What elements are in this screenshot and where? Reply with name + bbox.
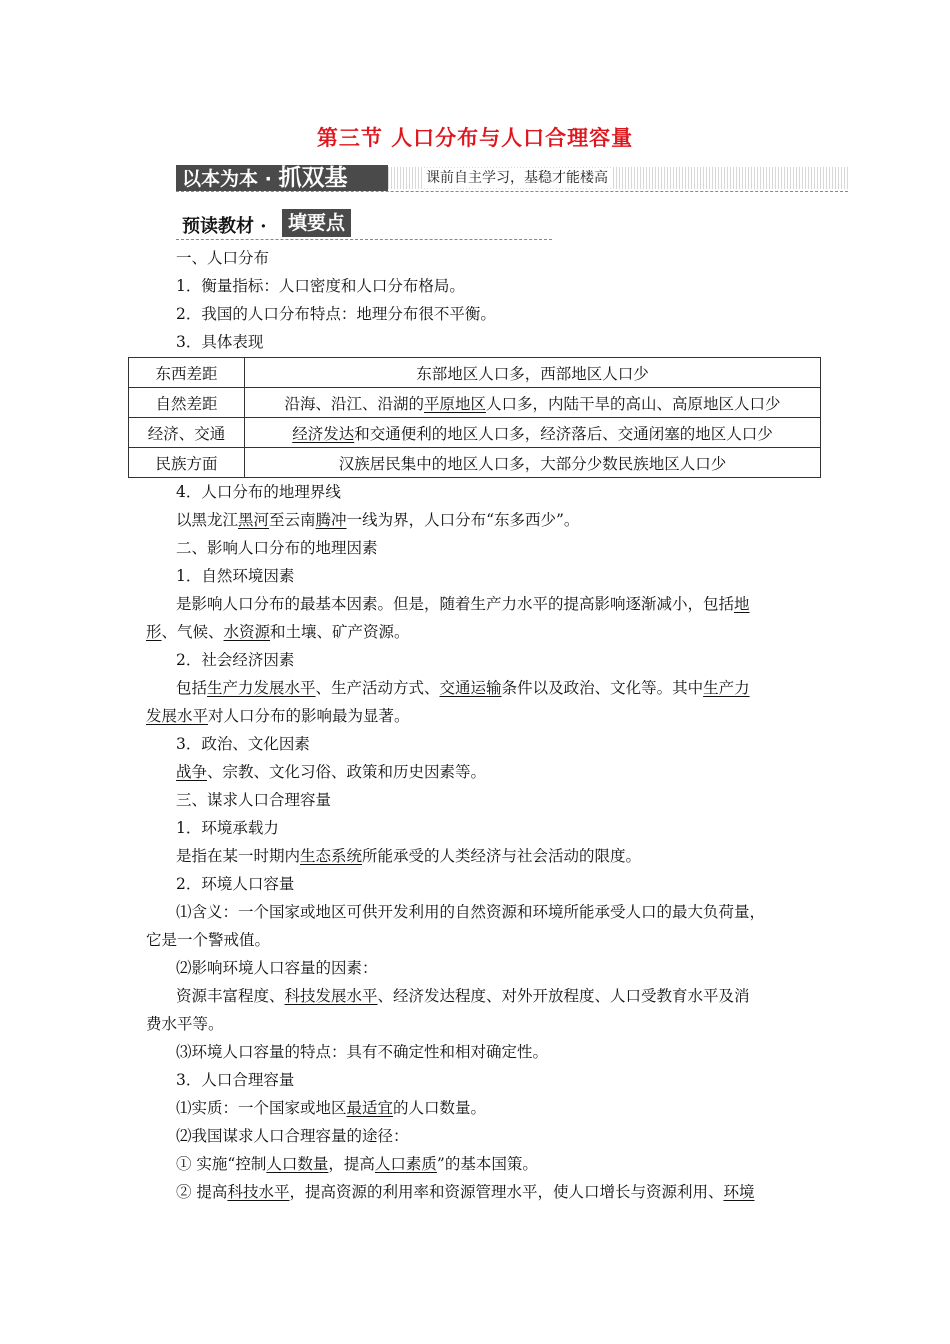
paragraph: 2．环境人口容量 <box>176 875 295 893</box>
underlined-answer: 科技发展水平 <box>284 987 378 1005</box>
underlined-answer: 黑河 <box>238 511 270 529</box>
paragraph: ① 实施“控制人口数量，提高人口素质”的基本国策。 <box>176 1155 538 1173</box>
distribution-table <box>128 357 821 478</box>
paragraph: 1．自然环境因素 <box>176 567 295 585</box>
paragraph: 它是一个警戒值。 <box>146 931 271 949</box>
table-row <box>129 448 821 478</box>
paragraph: 2．我国的人口分布特点：地理分布很不平衡。 <box>176 305 496 323</box>
table-cell-key: 经济、交通 <box>129 418 245 448</box>
table-cell-key: 自然差距 <box>129 388 245 418</box>
paragraph: 资源丰富程度、科技发展水平、经济发达程度、对外开放程度、人口受教育水平及消 <box>176 987 750 1005</box>
underlined-answer: 科技水平 <box>227 1183 290 1201</box>
table-row <box>129 418 821 448</box>
paragraph: ⑵我国谋求人口合理容量的途径： <box>176 1127 409 1145</box>
section-heading: 三、谋求人口合理容量 <box>176 791 332 809</box>
underlined-answer: 交通运输 <box>439 679 502 697</box>
section-heading: 二、影响人口分布的地理因素 <box>176 539 378 557</box>
paragraph: 3．政治、文化因素 <box>176 735 310 753</box>
page-title: 第三节 人口分布与人口合理容量 <box>316 126 634 150</box>
underlined-answer: 经济发达 <box>292 424 355 443</box>
underlined-answer: 水资源 <box>223 623 271 641</box>
underlined-answer: 平原地区 <box>423 394 486 413</box>
table-cell-value <box>245 448 821 478</box>
table-cell-key: 民族方面 <box>129 448 245 478</box>
underlined-answer: 生产力发展水平 <box>207 679 316 697</box>
underlined-answer: 战争 <box>176 763 208 781</box>
paragraph: 形、气候、水资源和土壤、矿产资源。 <box>146 623 410 641</box>
section-heading: 一、人口分布 <box>176 249 270 267</box>
table-row <box>129 388 821 418</box>
paragraph: 以黑龙江黑河至云南腾冲一线为界，人口分布“东多西少”。 <box>176 511 580 529</box>
underlined-answer: 地 <box>734 595 750 613</box>
underlined-answer: 最适宜 <box>346 1099 394 1117</box>
underlined-answer: 生态系统 <box>300 847 363 865</box>
underlined-answer: 人口数量 <box>266 1155 329 1173</box>
table-cell-value <box>245 358 821 388</box>
paragraph: 费水平等。 <box>146 1015 224 1033</box>
paragraph: ⑴实质：一个国家或地区最适宜的人口数量。 <box>176 1099 487 1117</box>
banner-tag <box>176 165 388 191</box>
paragraph: ⑴含义：一个国家或地区可供开发利用的自然资源和环境所能承受人口的最大负荷量， <box>176 903 766 921</box>
subsection-title: 预读教材 · <box>182 216 267 237</box>
table-cell-value <box>245 418 821 448</box>
underlined-answer: 环境 <box>723 1183 755 1201</box>
paragraph: 1．环境承载力 <box>176 819 279 837</box>
cell-text: 人口多，内陆干旱的高山、高原地区人口少 <box>486 394 781 413</box>
paragraph: 3．人口合理容量 <box>176 1071 295 1089</box>
cell-text: 东部地区人口多，西部地区人口少 <box>416 364 649 383</box>
section-banner <box>176 165 848 192</box>
paragraph: 1．衡量指标：人口密度和人口分布格局。 <box>176 277 465 295</box>
underlined-answer: 形 <box>146 623 162 641</box>
subsection-header <box>176 207 552 240</box>
banner-tag-b: 抓双基 <box>278 165 348 191</box>
paragraph: 4．人口分布的地理界线 <box>176 483 341 501</box>
banner-tag-a: 以本为本 · <box>182 168 279 190</box>
banner-subtitle: 课前自主学习，基稳才能楼高 <box>422 168 612 188</box>
subsection-tag: 填要点 <box>282 209 351 237</box>
cell-text: 汉族居民集中的地区人口多，大部分少数民族地区人口少 <box>338 454 727 473</box>
underlined-answer: 腾冲 <box>315 511 347 529</box>
cell-text: 和交通便利的地区人口多，经济落后、交通闭塞的地区人口少 <box>354 424 773 443</box>
paragraph: 包括生产力发展水平、生产活动方式、交通运输条件以及政治、文化等。其中生产力 <box>176 679 750 697</box>
underlined-answer: 生产力 <box>703 679 750 697</box>
paragraph: 战争、宗教、文化习俗、政策和历史因素等。 <box>176 763 487 781</box>
table-cell-value <box>245 388 821 418</box>
paragraph: 3．具体表现 <box>176 333 264 351</box>
table-row <box>129 358 821 388</box>
paragraph: 2．社会经济因素 <box>176 651 295 669</box>
cell-text: 沿海、沿江、沿湖的 <box>284 394 424 413</box>
paragraph: ⑵影响环境人口容量的因素： <box>176 959 378 977</box>
paragraph: 是指在某一时期内生态系统所能承受的人类经济与社会活动的限度。 <box>176 847 642 865</box>
paragraph: ② 提高科技水平，提高资源的利用率和资源管理水平，使人口增长与资源利用、环境 <box>176 1183 755 1201</box>
paragraph: ⑶环境人口容量的特点：具有不确定性和相对确定性。 <box>176 1043 549 1061</box>
underlined-answer: 人口素质 <box>374 1155 437 1173</box>
paragraph: 是影响人口分布的最基本因素。但是，随着生产力水平的提高影响逐渐减小，包括地 <box>176 595 750 613</box>
paragraph: 发展水平对人口分布的影响最为显著。 <box>146 707 410 725</box>
underlined-answer: 发展水平 <box>146 707 209 725</box>
table-cell-key: 东西差距 <box>129 358 245 388</box>
